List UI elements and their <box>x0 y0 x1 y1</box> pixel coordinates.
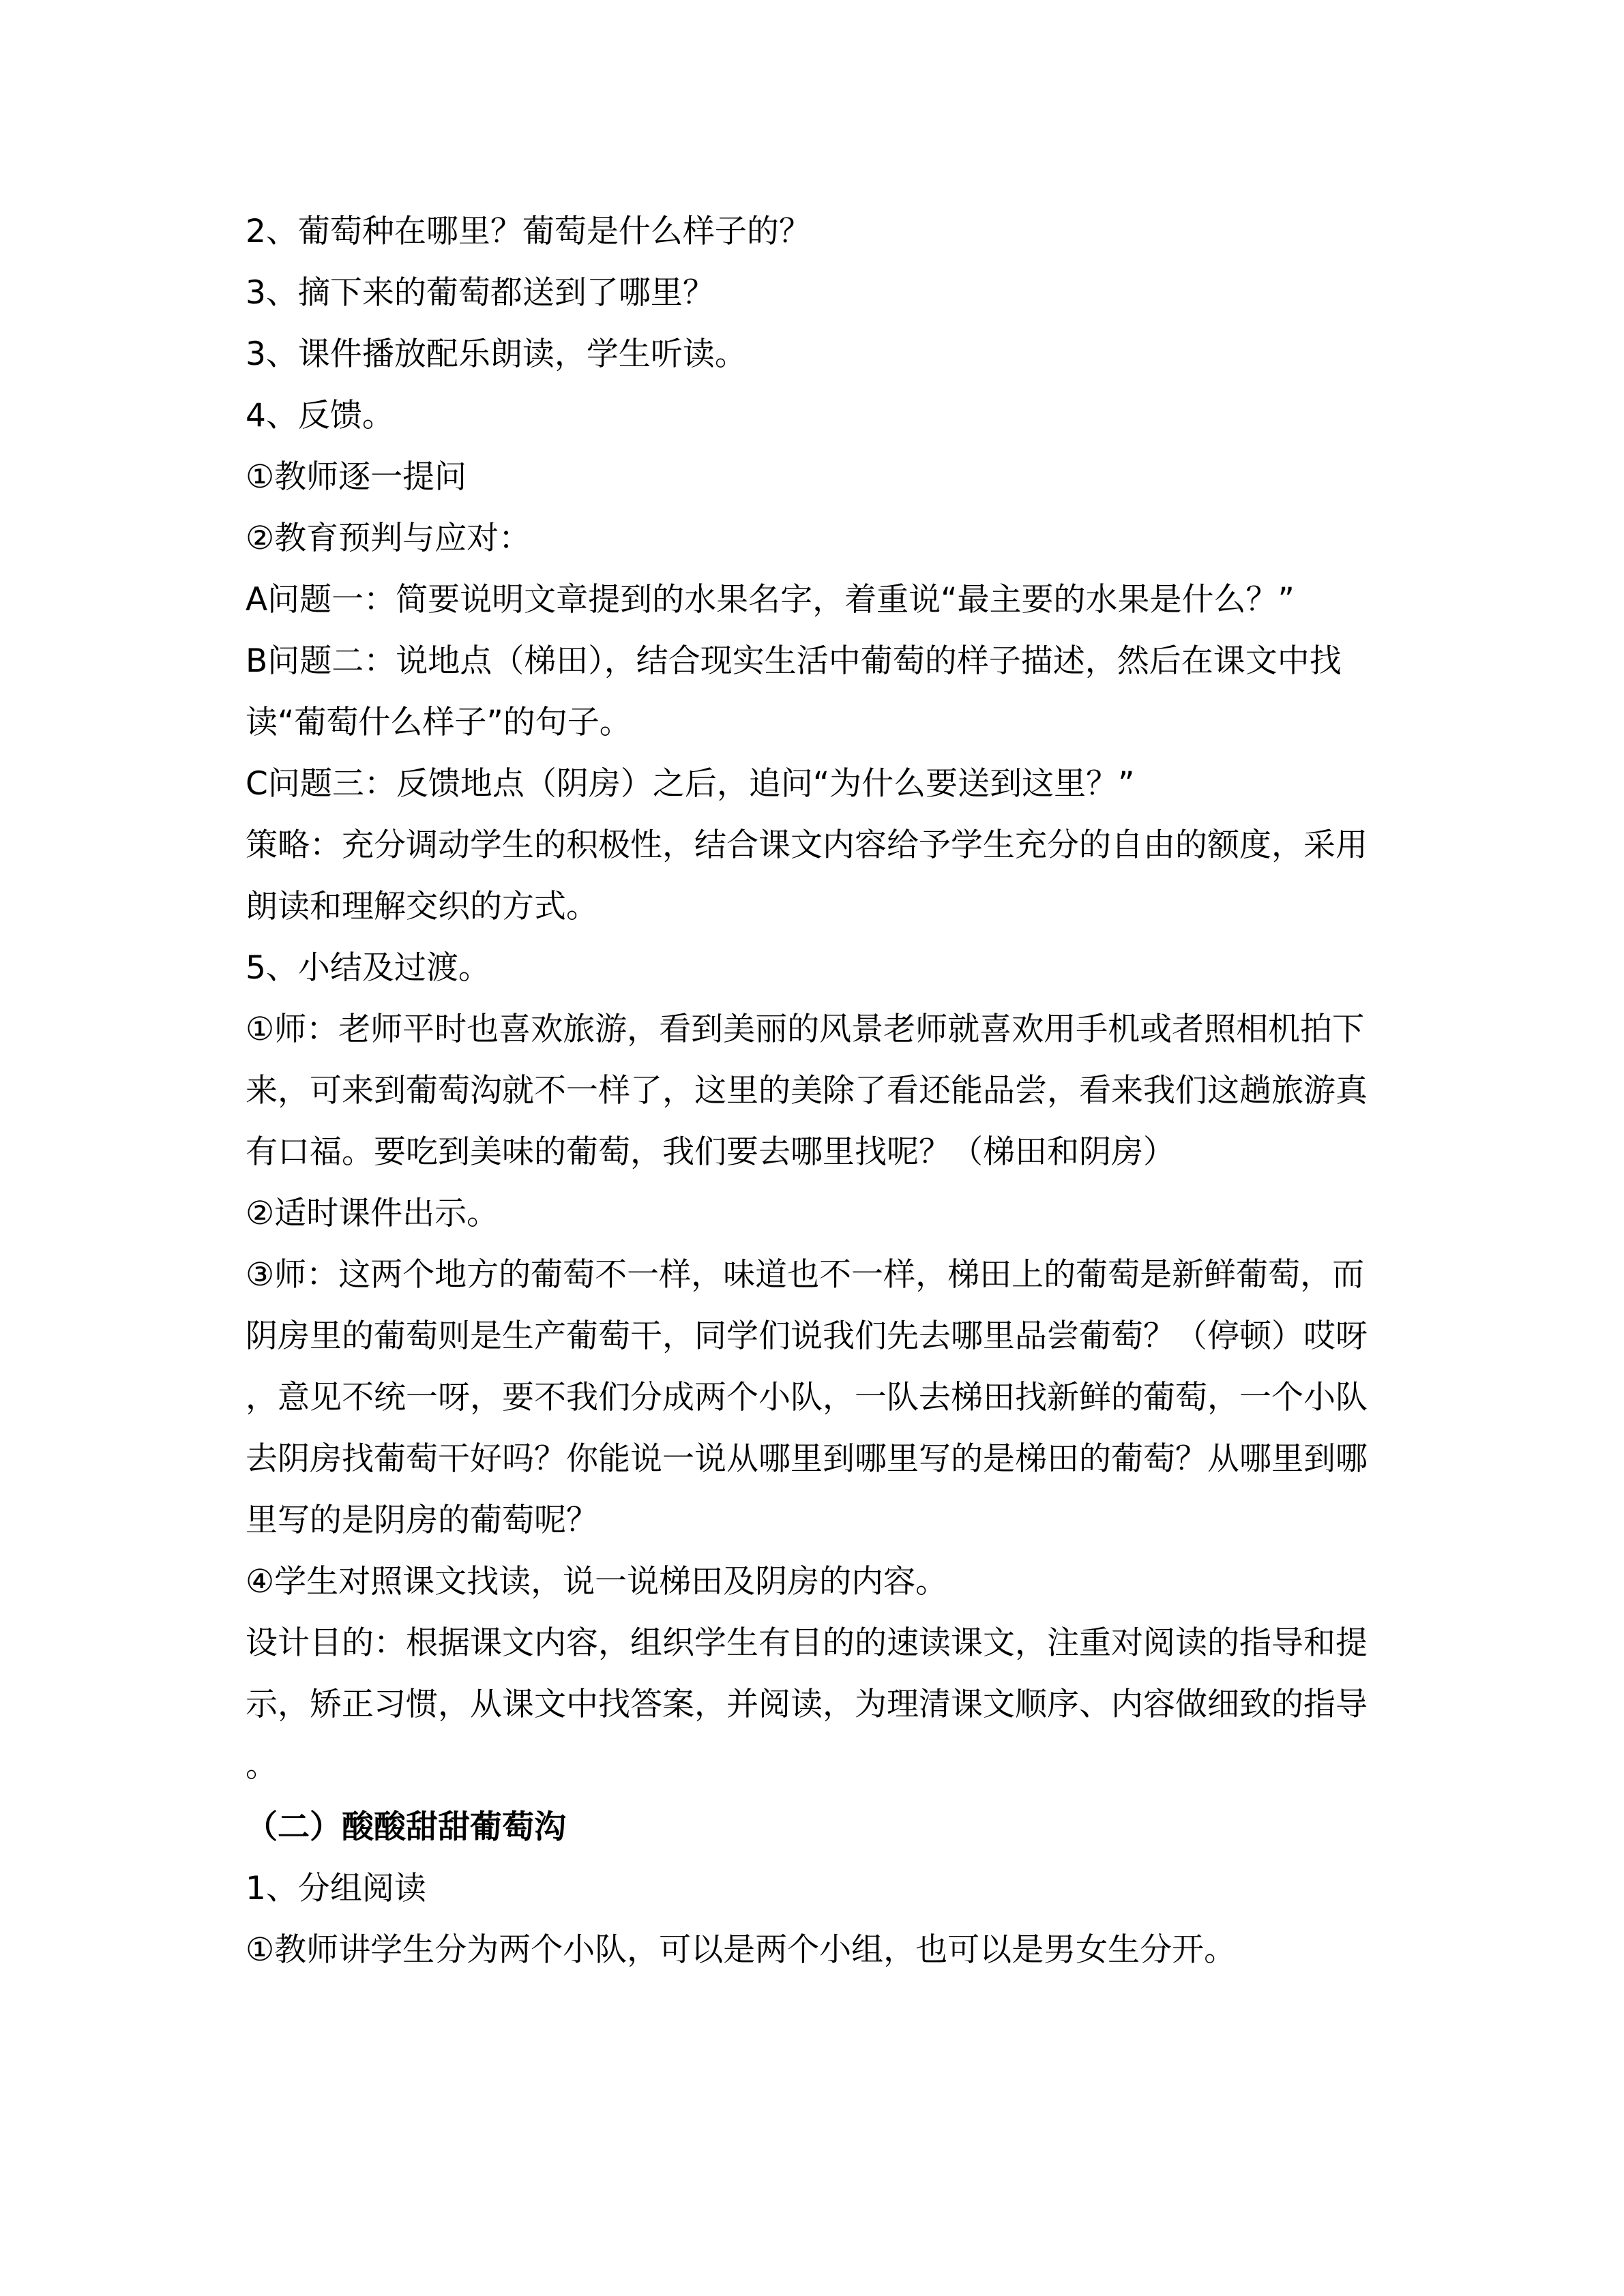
teacher-para-2-line-1: ③师：这两个地方的葡萄不一样，味道也不一样，梯田上的葡萄是新鲜葡萄，而 <box>246 1256 1365 1294</box>
question-b-line-cont: 读“葡萄什么样子”的句子。 <box>246 704 632 741</box>
question-b-line: B问题二：说地点（梯田），结合现实生活中葡萄的样子描述，然后在课文中找 <box>246 642 1342 680</box>
teacher-para-2-line-5: 里写的是阴房的葡萄呢？ <box>246 1502 598 1539</box>
teacher-para-1-line-3: 有口福。要吃到美味的葡萄，我们要去哪里找呢？（梯田和阴房） <box>246 1133 1175 1171</box>
question-3-line: 3、摘下来的葡萄都送到了哪里？ <box>246 274 715 312</box>
design-purpose-line-1: 设计目的：根据课文内容，组织学生有目的的速读课文，注重对阅读的指导和提 <box>246 1624 1368 1662</box>
teacher-para-1-line-2: 来，可来到葡萄沟就不一样了，这里的美除了看还能品尝，看来我们这趟旅游真 <box>246 1072 1368 1109</box>
list-item-courseware: ②适时课件出示。 <box>246 1195 499 1232</box>
teacher-para-2-line-2: 阴房里的葡萄则是生产葡萄干，同学们说我们先去哪里品尝葡萄？（停顿）哎呀 <box>246 1317 1368 1355</box>
teacher-para-2-line-3: ，意见不统一呀，要不我们分成两个小队，一队去梯田找新鲜的葡萄，一个小队 <box>246 1379 1368 1416</box>
design-purpose-line-3: 。 <box>246 1747 278 1785</box>
step-4-heading: 4、反馈。 <box>246 397 394 434</box>
question-a-line: A问题一：简要说明文章提到的水果名字，着重说“最主要的水果是什么？” <box>246 581 1295 618</box>
question-c-line: C问题三：反馈地点（阴房）之后，追问“为什么要送到这里？” <box>246 765 1135 803</box>
list-item-1: ①教师逐一提问 <box>246 458 467 496</box>
group-reading-item-1: ①教师讲学生分为两个小队，可以是两个小组，也可以是男女生分开。 <box>246 1931 1237 1969</box>
teacher-para-2-line-4: 去阴房找葡萄干好吗？你能说一说从哪里到哪里写的是梯田的葡萄？从哪里到哪 <box>246 1440 1368 1478</box>
step-3-line: 3、课件播放配乐朗读，学生听读。 <box>246 336 747 373</box>
teacher-para-1-line-1: ①师：老师平时也喜欢旅游，看到美丽的风景老师就喜欢用手机或者照相机拍下 <box>246 1011 1365 1048</box>
strategy-line: 策略：充分调动学生的积极性，结合课文内容给予学生充分的自由的额度，采用 <box>246 826 1368 864</box>
design-purpose-line-2: 示，矫正习惯，从课文中找答案，并阅读，为理清课文顺序、内容做细致的指导 <box>246 1686 1368 1723</box>
strategy-line-cont: 朗读和理解交织的方式。 <box>246 888 598 925</box>
question-2-line: 2、葡萄种在哪里？葡萄是什么样子的？ <box>246 213 811 250</box>
list-item-2: ②教育预判与应对： <box>246 520 531 557</box>
group-reading-heading: 1、分组阅读 <box>246 1870 426 1907</box>
section-heading: （二）酸酸甜甜葡萄沟 <box>246 1808 566 1846</box>
list-item-student-reading: ④学生对照课文找读，说一说梯田及阴房的内容。 <box>246 1563 948 1600</box>
step-5-heading: 5、小结及过渡。 <box>246 949 490 987</box>
